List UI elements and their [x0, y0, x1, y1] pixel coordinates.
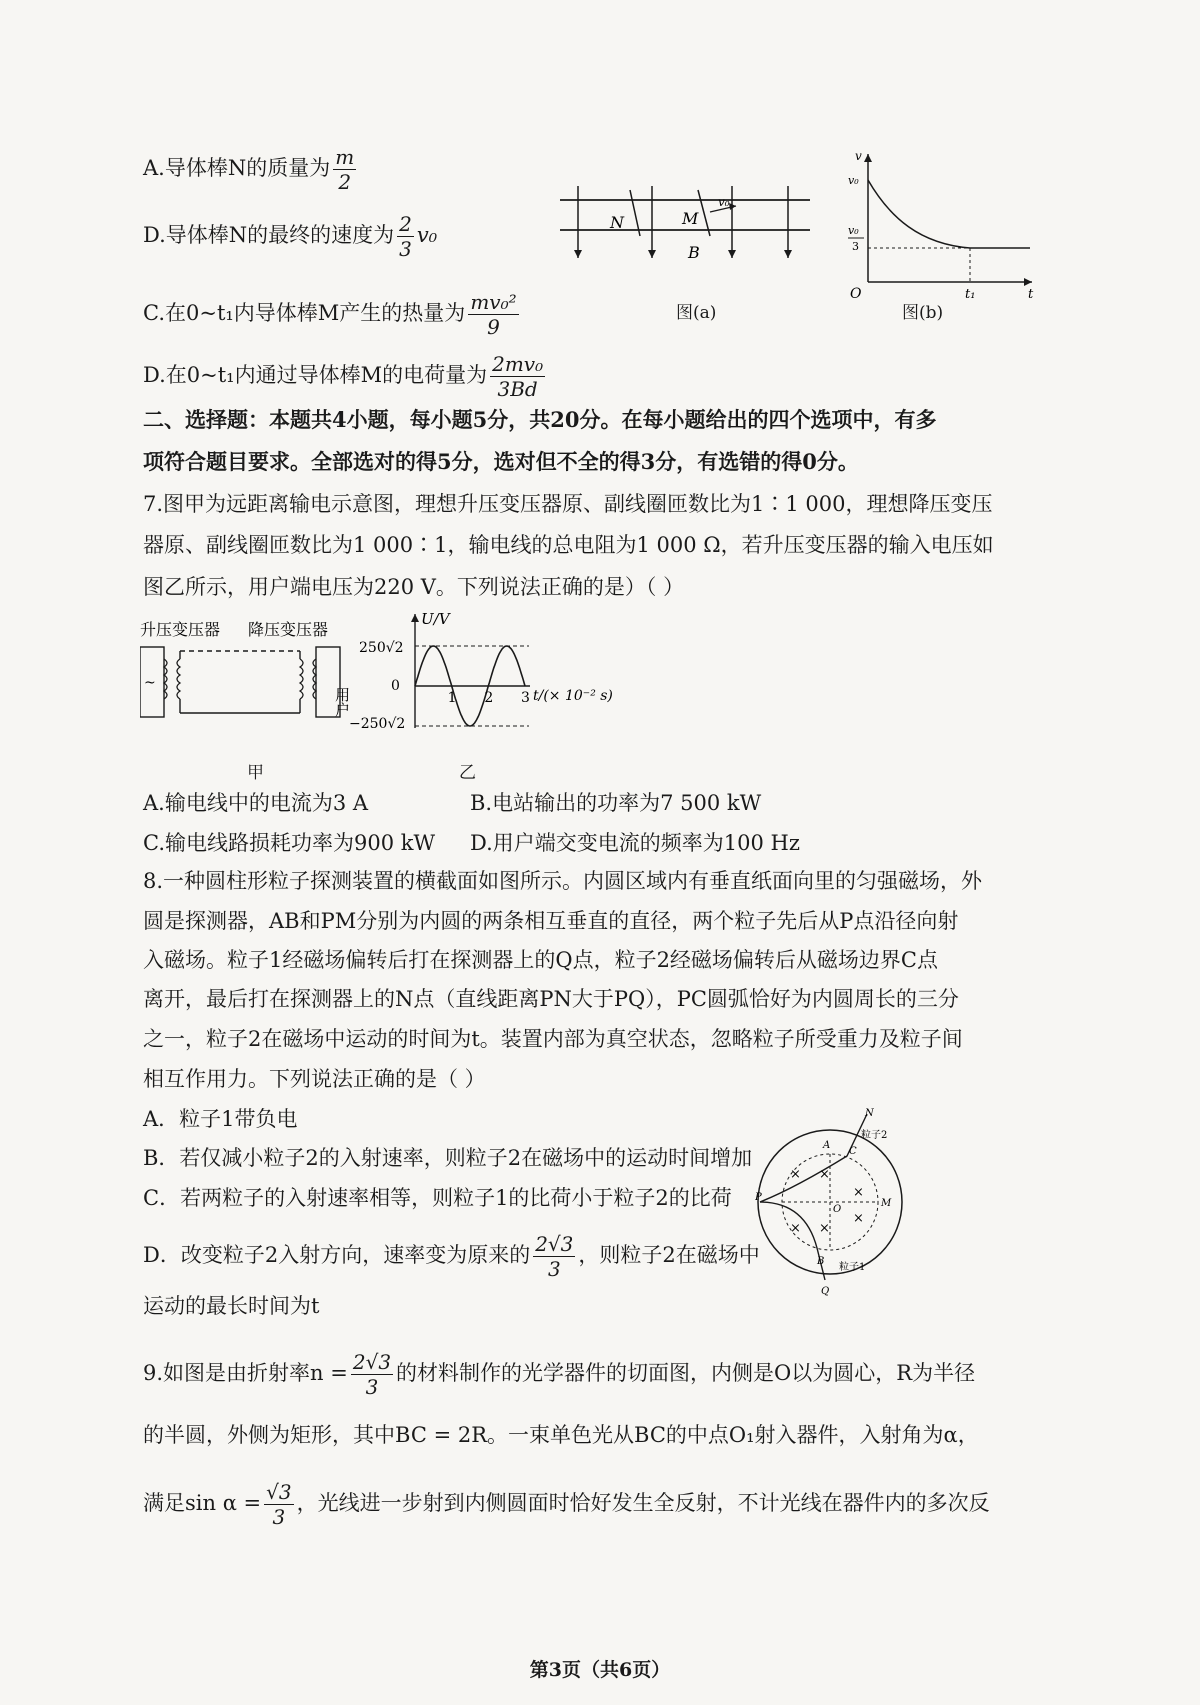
label-v: v: [855, 150, 862, 163]
label-C: C: [849, 1146, 857, 1157]
fraction: $\frac{m}{2}$: [335, 145, 355, 194]
label-N: N: [610, 213, 624, 232]
fraction: $\frac{\text{2mv₀}}{3Bd}$: [492, 352, 544, 401]
field-mark: ×: [790, 1221, 801, 1236]
label-A: A: [823, 1140, 831, 1151]
q7-option-d: D.用户端交变电流的频率为100 Hz: [470, 831, 800, 855]
field-mark: ×: [853, 1185, 864, 1200]
tick-x-1: 1: [447, 690, 457, 706]
q8-option-c: C．若两粒子的入射速率相等，则粒子1的比荷小于粒子2的比荷: [143, 1186, 732, 1210]
section2-line2: 项符合题目要求。全部选对的得5分，选对但不全的得3分，有选错的得0分。: [143, 449, 859, 474]
q8-stem-line2: 圆是探测器，AB和PM分别为内圆的两条相互垂直的直径，两个粒子先后从P点沿径向射: [143, 909, 959, 933]
figure-jia-caption: 甲: [247, 763, 264, 783]
q8-option-d-cont: 运动的最长时间为t: [143, 1294, 320, 1318]
figure-jia-transmission-diagram: [140, 615, 370, 735]
fraction: $\frac{√3}{3}$: [266, 1480, 292, 1529]
label-v0-over-3-den: 3: [852, 240, 859, 253]
label-M: M: [881, 1198, 892, 1209]
label-P: P: [755, 1192, 762, 1203]
label-v0: v₀: [848, 174, 859, 187]
label-v0: v₀: [718, 195, 730, 209]
label-step-up: 升压变压器: [140, 620, 221, 639]
q6-option-d1: D.导体棒N的最终的速度为 $\frac{2}{3}$ v₀: [143, 212, 438, 261]
figure-a-rails: [560, 178, 820, 288]
fraction: $\frac{2}{3}$: [399, 212, 412, 261]
tick-x-2: 2: [484, 690, 494, 706]
q6-option-a: A.导体棒N的质量为 $\frac{m}{2}$: [143, 145, 355, 194]
label-Q: Q: [821, 1286, 830, 1297]
label-M: M: [682, 209, 699, 228]
q9-stem-line1: 9.如图是由折射率n = $\frac{2√3}{3}$ 的材料制作的光学器件的切面图，内侧是O以为圆心，R为半径: [143, 1350, 976, 1399]
tick-y-min: −250√2: [349, 716, 406, 732]
q8-stem-line3: 入磁场。粒子1经磁场偏转后打在探测器上的Q点，粒子2经磁场偏转后从磁场边界C点: [143, 948, 939, 972]
x-axis-label: t/(× 10⁻² s): [533, 688, 613, 704]
fraction: $\frac{\text{mv₀²}}{9}$: [470, 290, 517, 339]
label-v0-over-3-num: v₀: [848, 224, 859, 237]
q9-stem-line2: 的半圆，外侧为矩形，其中BC = 2R。一束单色光从BC的中点O₁射入器件，入射角为α，: [143, 1423, 979, 1447]
q7-stem-line2: 器原、副线圈匝数比为1 000∶1，输电线的总电阻为1 000 Ω，若升压变压器的输入电压如: [143, 533, 994, 557]
label-O: O: [833, 1204, 842, 1215]
q8-stem-line5: 之一，粒子2在磁场中运动的时间为t。装置内部为真空状态，忽略粒子所受重力及粒子间: [143, 1027, 963, 1051]
tick-y-max: 250√2: [359, 640, 404, 656]
field-mark: ×: [853, 1211, 864, 1226]
q8-stem-line1: 8.一种圆柱形粒子探测装置的横截面如图所示。内圆区域内有垂直纸面向里的匀强磁场，外: [143, 869, 983, 893]
figure-a-caption: 图(a): [676, 303, 717, 323]
q6-option-d2: D.在0~t₁内通过导体棒M的电荷量为 $\frac{\text{2mv₀}}{3Bd}$: [143, 352, 544, 401]
label-t1: t₁: [965, 287, 976, 300]
tick-x-3: 3: [521, 690, 530, 706]
section2-line1: 二、选择题：本题共4小题，每小题5分，共20分。在每小题给出的四个选项中，有多: [143, 407, 937, 432]
ac-source-icon: ~: [144, 675, 156, 691]
fraction: $\frac{2√3}{3}$: [535, 1232, 574, 1281]
q7-option-b: B.电站输出的功率为7 500 kW: [470, 791, 762, 815]
field-mark: ×: [819, 1167, 830, 1182]
fraction: $\frac{2√3}{3}$: [352, 1350, 392, 1399]
figure-b-vt-graph: [840, 150, 1040, 300]
q8-stem-line4: 离开，最后打在探测器上的N点（直线距离PN大于PQ），PC圆弧恰好为内圆周长的三分: [143, 987, 959, 1011]
label-B: B: [817, 1256, 825, 1267]
tick-y-zero: 0: [391, 678, 400, 694]
label-user: 用户: [333, 687, 351, 717]
label-O: O: [850, 286, 862, 300]
label-B: B: [688, 243, 700, 262]
q7-option-a: A.输电线中的电流为3 A: [143, 791, 369, 815]
field-mark: ×: [819, 1221, 830, 1236]
figure-b-caption: 图(b): [902, 303, 944, 323]
q6-option-c: C.在0~t₁内导体棒M产生的热量为 $\frac{\text{mv₀²}}{9}$: [143, 290, 517, 339]
q9-stem-line3: 满足sin α = $\frac{√3}{3}$ ，光线进一步射到内侧圆面时恰好发生全反射，不计光线在器件内的多次反: [143, 1480, 990, 1529]
figure-yi-voltage-chart: [345, 610, 625, 740]
q7-stem-line3: 图乙所示，用户端电压为220 V。下列说法正确的是）（ ）: [143, 575, 685, 599]
q7-option-c: C.输电线路损耗功率为900 kW: [143, 831, 436, 855]
page-footer: 第3页（共6页）: [529, 1659, 671, 1681]
label-particle1: 粒子1: [839, 1262, 866, 1273]
figure-q8-detector: [755, 1108, 905, 1298]
label-t: t: [1028, 287, 1034, 300]
q8-stem-line6: 相互作用力。下列说法正确的是（ ）: [143, 1067, 486, 1091]
y-axis-arrow: [411, 614, 419, 622]
label-step-down: 降压变压器: [248, 620, 329, 639]
q8-option-d: D．改变粒子2入射方向，速率变为原来的 $\frac{2√3}{3}$ ，则粒子2在磁场中: [143, 1232, 760, 1281]
q7-stem-line1: 7.图甲为远距离输电示意图，理想升压变压器原、副线圈匝数比为1∶1 000，理想降压变压: [143, 492, 993, 516]
field-mark: ×: [790, 1167, 801, 1182]
figure-yi-caption: 乙: [459, 763, 476, 783]
label-particle2: 粒子2: [861, 1130, 888, 1141]
q8-option-a: A．粒子1带负电: [143, 1107, 298, 1131]
label-N: N: [865, 1108, 874, 1119]
q8-option-b: B．若仅减小粒子2的入射速率，则粒子2在磁场中的运动时间增加: [143, 1146, 753, 1170]
y-axis-label: U/V: [421, 610, 450, 628]
